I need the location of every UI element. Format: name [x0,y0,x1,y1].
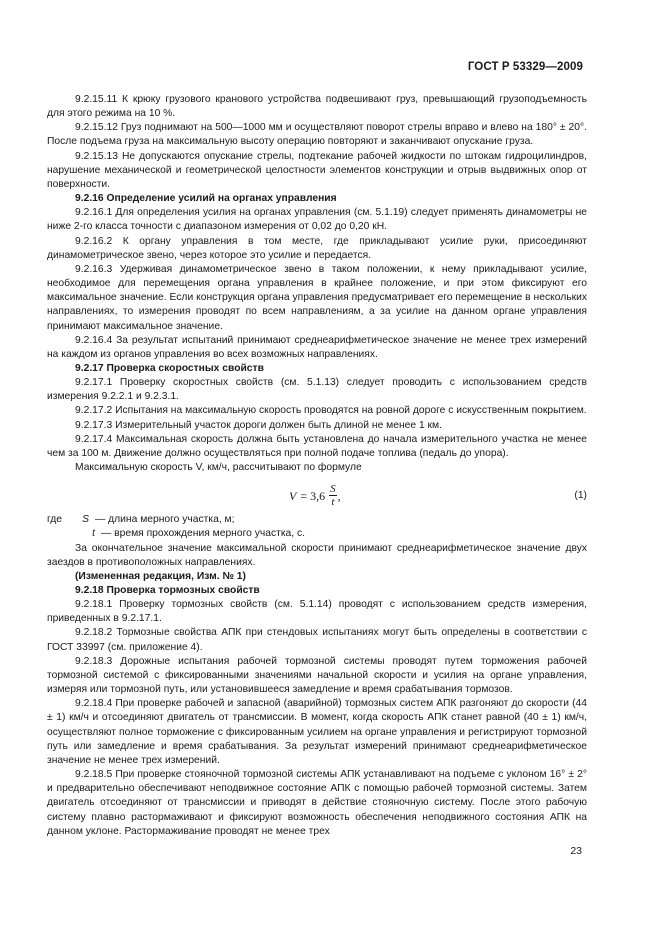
formula-tail: , [337,488,341,503]
paragraph: 9.2.18.4 При проверке рабочей и запасной (аварийной) тормозных систем АПК разгоняют до скорости (44 ± 1) км/ч и отсоединяют двигатель от трансмиссии. В момент, когда скорость АПК станет равной (40 ± 1) км/ч, осуществляют полное торможение с фиксированным усилием на органе управления и регистрируют тормозной путь или замедление и время срабатывания. За результат измерений принимают среднеарифметическое значение не менее трех измерений. [47,698,587,766]
where-line-s [47,513,587,527]
paragraph: За окончательное значение максимальной скорости принимают среднеарифметическое значение двух заездов в противоположных направлениях. [47,542,587,568]
paragraph: 9.2.15.12 Груз поднимают на 500—1000 мм и осуществляют поворот стрелы вправо и влево на 180° ± 20°. После подъема груза на максимальную высоту операцию повторяют и заканчивают опускание груза. [47,122,587,148]
paragraph: 9.2.15.13 Не допускаются опускание стрелы, подтекание рабочей жидкости по штокам гидроцилиндров, нарушение механической и геометрической целостности элементов конструкции и отрыв выдвижных опор от поверхности. [47,150,587,190]
paragraph: 9.2.18.1 Проверку тормозных свойств (см. 5.1.14) проводят с использованием средств измерения, приведенных в 9.2.17.1. [47,599,587,625]
paragraph: 9.2.18.3 Дорожные испытания рабочей тормозной системы проводят путем торможения рабочей тормозной системой с фиксированными значениями начальной скорости и усилия на органе управления, измеряя или тормозной путь, или установившееся замедление и время срабатывания тормозов. [47,655,587,696]
paragraph: 9.2.17.4 Максимальная скорость должна быть установлена до начала измерительного участка не менее чем за 100 м. Движение должно осуществляться при полной подаче топлива (педаль до упора). [47,433,587,459]
where-word: где [47,514,63,526]
where-symbol: S [82,514,89,526]
document-body [47,93,587,839]
formula-denominator: t [331,496,335,509]
where-symbol: t [92,528,95,540]
formula-number: (1) [574,490,587,502]
where-description: — длина мерного участка, м; [95,514,235,526]
paragraph: 9.2.17.1 Проверку скоростных свойств (см. 5.1.13) следует проводить с использованием средств измерения 9.2.2.1 и 9.2.3.1. [47,377,587,403]
formula-expression [289,483,341,508]
formula-lhs: V [289,488,297,503]
paragraph: 9.2.16.2 К органу управления в том месте, где прикладывают усилие руки, присоединяют динамометрическое звено, через которое это усилие и передается. [47,235,587,261]
paragraph: 9.2.16.4 За результат испытаний принимают среднеарифметическое значение не менее трех измерений на каждом из органов управления во всех возможных направлениях. [47,334,587,360]
page-number: 23 [570,845,582,857]
speed-formula [47,479,587,511]
paragraph: 9.2.16.3 Удерживая динамометрическое звено в таком положении, к нему прикладывают усилие, необходимое для перемещения органа управления в крайнее положение, и при этом фиксируют его максимальное значение. Если конструкция органа управления предусматривает его перемещение в нескольких направлениях, то измерения проводят по всем направлениям, а за усилие на данном органе управления принимают максимальное значение. [47,263,587,332]
section-heading: 9.2.16 Определение усилий на органах управления [75,193,337,205]
where-description: — время прохождения мерного участка, с. [101,528,306,540]
paragraph: 9.2.17.3 Измерительный участок дороги должен быть длиной не менее 1 км. [75,419,443,431]
formula-numerator: S [330,483,336,496]
formula-fraction [329,483,337,508]
paragraph: 9.2.16.1 Для определения усилия на органах управления (см. 5.1.19) следует применять динамометры не ниже 2-го класса точности с диапазоном измерения от 0,02 до 0,20 кН. [47,207,587,233]
amendment-note: (Измененная редакция, Изм. № 1) [75,570,246,582]
paragraph: 9.2.15.11 К крюку грузового кранового устройства подвешивают груз, превышающий грузоподъемность для этого режима на 10 %. [47,94,587,120]
formula-equals: = 3,6 [300,488,326,503]
paragraph: 9.2.17.2 Испытания на максимальную скорость проводятся на ровной дороге с искусственным покрытием. [75,405,587,417]
paragraph: 9.2.18.2 Тормозные свойства АПК при стендовых испытаниях могут быть определены в соответствии с ГОСТ 33997 (см. приложение 4). [47,627,587,653]
section-heading: 9.2.18 Проверка тормозных свойств [75,585,260,596]
standard-header: ГОСТ Р 53329—2009 [467,61,583,73]
section-heading: 9.2.17 Проверка скоростных свойств [75,362,264,374]
paragraph: Максимальную скорость V, км/ч, рассчитывают по формуле [75,462,362,474]
paragraph: 9.2.18.5 При проверке стояночной тормозной системы АПК устанавливают на подъеме с уклоном 16° ± 2° и предварительно обеспечивают неподвижное состояние АПК с помощью рабочей тормозной системы. Затем двигатель отсоединяют от трансмиссии и приводят в действие стояночную систему. После этого рабочую систему плавно растормаживают и фиксируют возможность обеспечения неподвижного состояния АПК на данном уклоне. Растормаживание проводят не менее трех [47,769,587,837]
where-line-t [47,527,587,541]
